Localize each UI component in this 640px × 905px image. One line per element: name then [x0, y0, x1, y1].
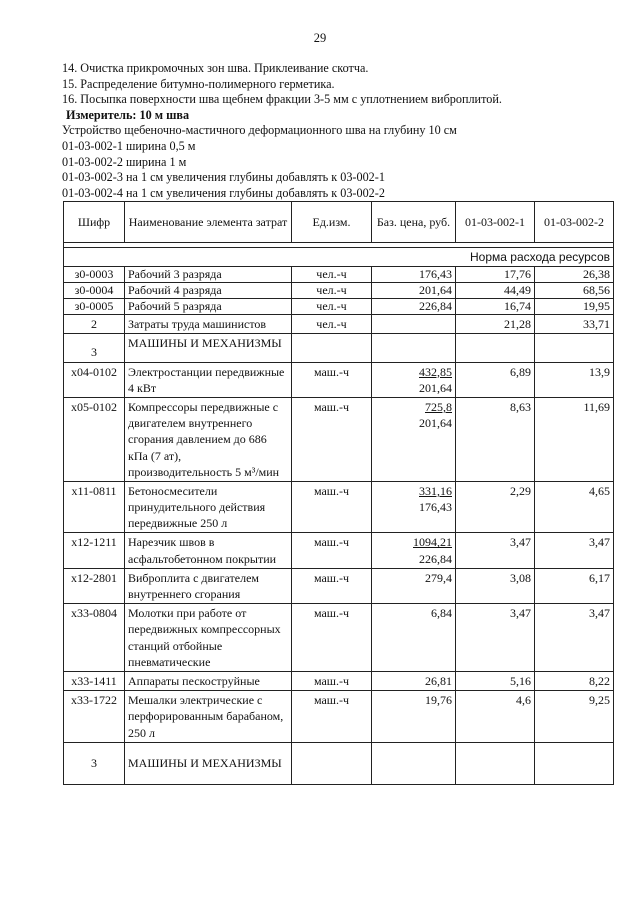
row-rate-2: 13,9 — [535, 362, 614, 397]
header-name: Наименование элемента затрат — [125, 202, 292, 243]
table-row — [64, 481, 614, 533]
row-code: х11-0811 — [64, 481, 125, 533]
row-rate-1: 16,74 — [456, 299, 535, 315]
empty-cell — [535, 334, 614, 362]
row-unit: чел.-ч — [292, 315, 372, 334]
row-rate-2: 4,65 — [535, 481, 614, 533]
row-rate-1: 4,6 — [456, 691, 535, 743]
description-variant-1: 01-03-002-1 ширина 0,5 м — [62, 138, 196, 153]
section-header-machines — [64, 334, 614, 362]
row-rate-2: 3,47 — [535, 604, 614, 672]
header-code: Шифр — [64, 202, 125, 243]
row-code: х33-1722 — [64, 691, 125, 743]
row-code: х12-2801 — [64, 568, 125, 603]
row-unit: чел.-ч — [292, 299, 372, 315]
row-name: Затраты труда машинистов — [125, 315, 292, 334]
table-row — [64, 283, 614, 299]
empty-cell — [535, 742, 614, 784]
row-code: з0-0004 — [64, 283, 125, 299]
section-title: МАШИНЫ И МЕХАНИЗМЫ — [125, 334, 292, 362]
row-rate-1: 3,47 — [456, 533, 535, 568]
row-price: 201,64 — [372, 283, 456, 299]
header-unit: Ед.изм. — [292, 202, 372, 243]
row-rate-2: 11,69 — [535, 397, 614, 481]
page-number: 29 — [313, 31, 327, 45]
row-name: Рабочий 3 разряда — [125, 267, 292, 283]
row-rate-2: 19,95 — [535, 299, 614, 315]
row-rate-2: 6,17 — [535, 568, 614, 603]
empty-cell — [372, 334, 456, 362]
section-code: 3 — [64, 334, 125, 362]
row-name: Нарезчик швов в асфальтобетонном покрытии — [125, 533, 292, 568]
header-rate-2: 01-03-002-2 — [535, 202, 614, 243]
section-header-machines-repeat — [64, 742, 614, 784]
price-wage: 176,43 — [419, 500, 452, 515]
empty-cell — [456, 742, 535, 784]
row-unit: маш.-ч — [292, 568, 372, 603]
row-unit: чел.-ч — [292, 283, 372, 299]
row-code: з0-0003 — [64, 267, 125, 283]
row-unit: маш.-ч — [292, 671, 372, 690]
row-rate-1: 5,16 — [456, 671, 535, 690]
row-unit: маш.-ч — [292, 533, 372, 568]
row-price — [372, 362, 456, 397]
row-rate-1: 2,29 — [456, 481, 535, 533]
step-16: 16. Посыпка поверхности шва щебнем фракции 3-5 мм с уплотнением виброплитой. — [62, 92, 502, 107]
row-price — [372, 315, 456, 334]
row-code: х04-0102 — [64, 362, 125, 397]
empty-cell — [372, 742, 456, 784]
row-code: х33-1411 — [64, 671, 125, 690]
empty-cell — [292, 334, 372, 362]
price-wage: 201,64 — [419, 380, 452, 395]
resource-norm-label: Норма расхода ресурсов — [64, 248, 614, 267]
price-base: 1094,21 — [413, 535, 452, 550]
row-price: 176,43 — [372, 267, 456, 283]
machinist-labor-row — [64, 315, 614, 334]
table-row — [64, 604, 614, 672]
row-unit: маш.-ч — [292, 604, 372, 672]
row-rate-2: 33,71 — [535, 315, 614, 334]
description-variant-4: 01-03-002-4 на 1 см увеличения глубины добавлять к 03-002-2 — [62, 185, 385, 200]
row-unit: маш.-ч — [292, 362, 372, 397]
row-rate-1: 44,49 — [456, 283, 535, 299]
description-variant-2: 01-03-002-2 ширина 1 м — [62, 154, 187, 169]
resource-norms-table — [63, 201, 614, 785]
step-14: 14. Очистка прикромочных зон шва. Приклеивание скотча. — [62, 61, 369, 75]
row-name: Бетоносмесители принудительного действия передвижные 250 л — [125, 481, 292, 533]
row-unit: чел.-ч — [292, 267, 372, 283]
row-rate-2: 3,47 — [535, 533, 614, 568]
header-price: Баз. цена, руб. — [372, 202, 456, 243]
row-rate-1: 6,89 — [456, 362, 535, 397]
table-subheader-row — [64, 248, 614, 267]
price-wage: 201,64 — [419, 416, 452, 431]
row-price: 19,76 — [372, 691, 456, 743]
description-variant-3: 01-03-002-3 на 1 см увеличения глубины добавлять к 03-002-1 — [62, 170, 385, 185]
price-base: 331,16 — [419, 483, 452, 498]
row-name: Молотки при работе от передвижных компрессорных станций отбойные пневматические — [125, 604, 292, 672]
section-title: МАШИНЫ И МЕХАНИЗМЫ — [125, 742, 292, 784]
intro-text — [62, 61, 622, 201]
row-rate-2: 8,22 — [535, 671, 614, 690]
row-name: Компрессоры передвижные с двигателем внутреннего сгорания давлением до 686 кПа (7 ат), производительность 5 м³/мин — [125, 397, 292, 481]
row-rate-1: 3,08 — [456, 568, 535, 603]
row-price: 279,4 — [372, 568, 456, 603]
measurement-unit: Измеритель: 10 м шва — [66, 107, 190, 122]
row-rate-1: 3,47 — [456, 604, 535, 672]
row-unit: маш.-ч — [292, 691, 372, 743]
row-code: х33-0804 — [64, 604, 125, 672]
row-rate-1: 21,28 — [456, 315, 535, 334]
row-code: 2 — [64, 315, 125, 334]
row-name: Электростанции передвижные 4 кВт — [125, 362, 292, 397]
empty-cell — [456, 334, 535, 362]
section-code: 3 — [64, 742, 125, 784]
row-price: 226,84 — [372, 299, 456, 315]
row-name: Мешалки электрические с перфорированным барабаном, 250 л — [125, 691, 292, 743]
empty-cell — [292, 742, 372, 784]
row-name: Рабочий 4 разряда — [125, 283, 292, 299]
table-row — [64, 568, 614, 603]
row-code: х05-0102 — [64, 397, 125, 481]
row-rate-2: 26,38 — [535, 267, 614, 283]
row-code: з0-0005 — [64, 299, 125, 315]
table-row — [64, 299, 614, 315]
price-base: 725,8 — [425, 399, 452, 414]
row-name: Аппараты пескоструйные — [125, 671, 292, 690]
price-wage: 226,84 — [419, 551, 452, 566]
row-rate-2: 9,25 — [535, 691, 614, 743]
table-row — [64, 362, 614, 397]
table-row — [64, 691, 614, 743]
row-unit: маш.-ч — [292, 481, 372, 533]
row-code: х12-1211 — [64, 533, 125, 568]
row-rate-1: 8,63 — [456, 397, 535, 481]
table-row — [64, 533, 614, 568]
row-name: Рабочий 5 разряда — [125, 299, 292, 315]
row-price — [372, 533, 456, 568]
row-price — [372, 481, 456, 533]
price-base: 432,85 — [419, 364, 452, 379]
description-title: Устройство щебеночно-мастичного деформационного шва на глубину 10 см — [62, 123, 457, 138]
row-rate-2: 68,56 — [535, 283, 614, 299]
table-header-row — [64, 202, 614, 243]
row-name: Виброплита с двигателем внутреннего сгорания — [125, 568, 292, 603]
table-row — [64, 267, 614, 283]
row-price: 6,84 — [372, 604, 456, 672]
header-rate-1: 01-03-002-1 — [456, 202, 535, 243]
table-row — [64, 671, 614, 690]
row-rate-1: 17,76 — [456, 267, 535, 283]
row-unit: маш.-ч — [292, 397, 372, 481]
table-row — [64, 397, 614, 481]
row-price — [372, 397, 456, 481]
row-price: 26,81 — [372, 671, 456, 690]
step-15: 15. Распределение битумно-полимерного герметика. — [62, 76, 335, 91]
